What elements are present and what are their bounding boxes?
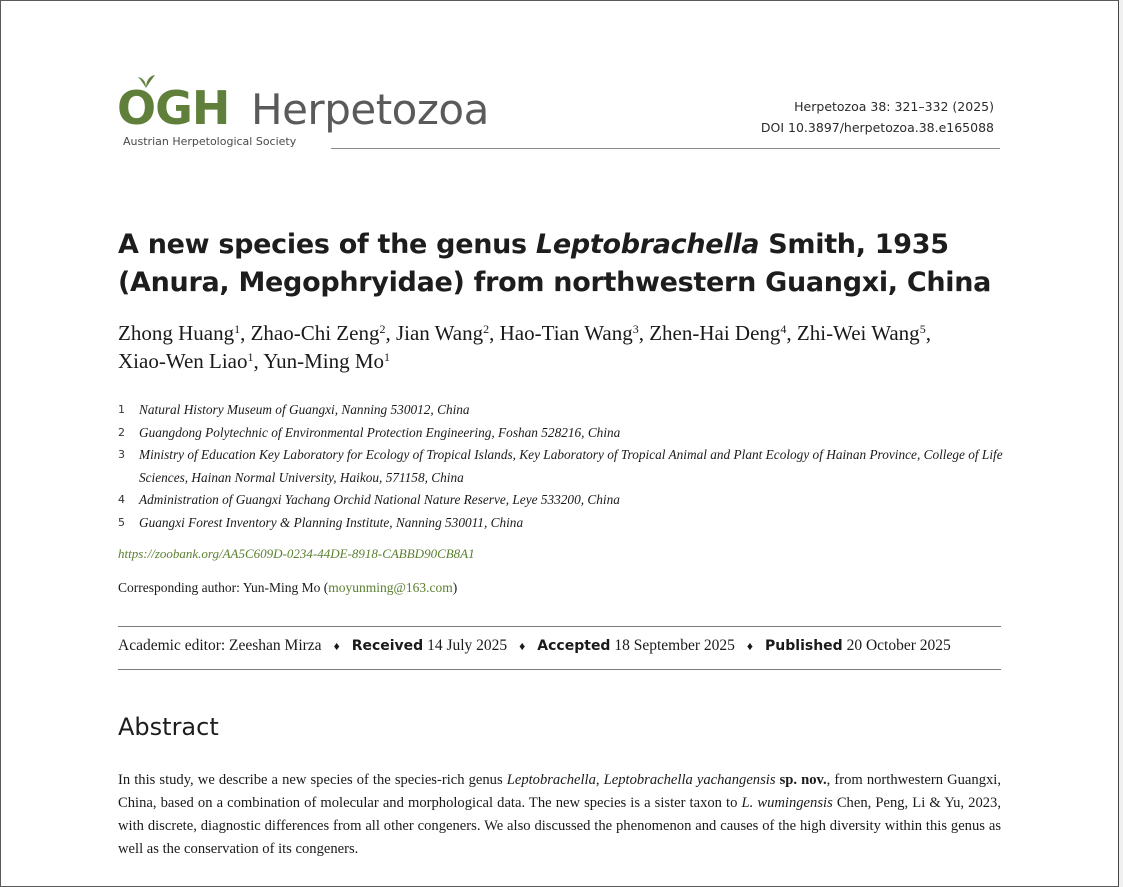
accepted-label: Accepted [537,638,611,654]
diamond-icon: ♦ [746,639,754,653]
diamond-icon: ♦ [333,639,340,653]
author: Zhao-Chi Zeng$^2$, [250,321,396,345]
journal-name: Herpetozoa [251,85,489,134]
affiliation-item: 2 Guangdong Polytechnic of Environmental Protection Engineering, Foshan 528216, China [118,424,621,440]
published-label: Published [765,638,843,654]
journal-logo[interactable] [115,75,515,155]
published-date: 20 October 2025 [846,637,951,654]
divider [118,626,1001,627]
author: Jian Wang$^2$, [395,321,500,345]
author-list [118,319,1008,375]
abstract-text: In this study, we describe a new species of the species-rich genus Leptobrachella, Leptobrachella yachangensis sp. nov., from northwestern Guangxi, China, based on a combination of molecular and morphological data. The new species is a sister taxon to L. wumingensis Chen, Peng, Li & Yu, 2023, with discrete, diagnostic differences from all other congeners. We also discussed the phenomenon and causes of the high diversity within this genus as well as the conservation of its congeners. [118,772,1001,857]
diamond-icon: ♦ [519,639,526,653]
academic-editor: Academic editor: Zeeshan Mirza [118,637,322,654]
citation-text: Herpetozoa 38: 321–332 (2025) [794,99,994,114]
author: Zhong Huang$^1$, [118,321,251,345]
title-line-2: (Anura, Megophryidae) from northwestern Guangxi, China [118,267,992,298]
author: Zhen-Hai Deng$^4$, [649,321,797,345]
header-divider [331,148,1000,149]
received-date: 14 July 2025 [427,637,508,654]
corresponding-author: Corresponding author: Yun-Ming Mo (moyunming@163.com) [118,580,458,595]
author-email-link[interactable]: moyunming@163.com [328,580,453,595]
author: Hao-Tian Wang$^3$, [499,321,650,345]
zoobank-link[interactable]: https://zoobank.org/AA5C609D-0234-44DE-8918-CABBD90CB8A1 [118,546,475,561]
affiliation-item: 5 Guangxi Forest Inventory & Planning Institute, Nanning 530011, China [118,514,524,530]
society-name: Austrian Herpetological Society [123,135,297,148]
received-label: Received [351,638,424,654]
accepted-date: 18 September 2025 [614,637,735,654]
article-title [118,226,1008,302]
citation-block [761,96,994,138]
title-genus: Leptobrachella [535,229,760,260]
title-part: Smith, 1935 [759,229,949,260]
divider [118,669,1001,670]
affiliation-list [118,399,1008,534]
author: Yun-Ming Mo$^1$ [263,349,391,373]
author: Zhi-Wei Wang$^5$, [796,321,931,345]
affiliation-item: 4 Administration of Guangxi Yachang Orchid National Nature Reserve, Leye 533200, China [118,492,620,507]
viewer-scrollbar[interactable] [1119,0,1123,887]
author: Xiao-Wen Liao$^1$, [118,349,264,373]
editorial-info [118,637,1001,655]
title-part: A new species of the genus [118,229,536,260]
affiliation-item: 1 Natural History Museum of Guangxi, Nanning 530012, China [118,402,470,417]
logo-mark: OGH [117,81,230,135]
abstract-heading: Abstract [118,713,219,741]
affiliation-item: 3 Ministry of Education Key Laboratory for Ecology of Tropical Islands, Key Laboratory of Tropical Animal and Plant Ecology of Hainan Province, College of Life Sciences, Hainan Normal University, Haikou, 571158, China [118,447,1003,485]
doi-text[interactable]: DOI 10.3897/herpetozoa.38.e165088 [760,120,994,135]
